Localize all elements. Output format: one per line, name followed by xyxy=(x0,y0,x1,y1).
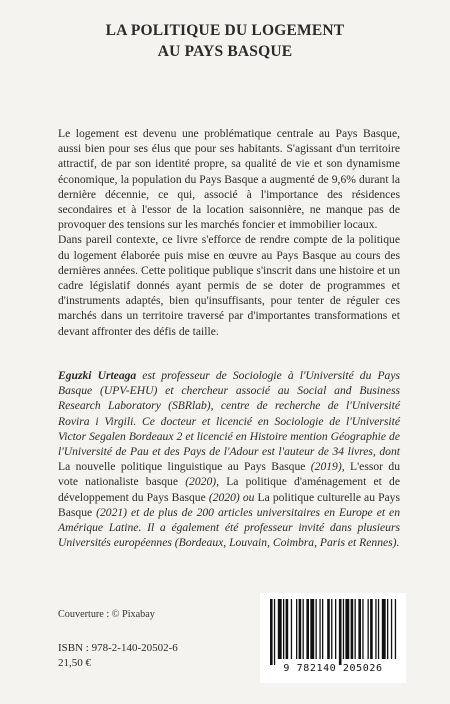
barcode-bar xyxy=(331,599,332,659)
barcode-bar xyxy=(378,599,379,659)
summary-paragraph-2: Dans pareil contexte, ce livre s'efforce de rendre compte de la politique du logement élaborée puis mise en œuvre au Pays Basque au cours des dernières années. Cette politique publique s'inscrit dans une histoire et un cadre législatif donnés ayant permis de se doter de programmes et d'instruments adaptés, bien qu'insuffisants, pour tenter de réguler ces marchés dans un territoire traversé par d'importantes transformations et devant affronter des défis de taille. xyxy=(58,233,400,338)
title-line-2: AU PAYS BASQUE xyxy=(157,43,293,60)
barcode-bar xyxy=(310,599,314,659)
author-bio-paragraph xyxy=(58,368,400,550)
barcode-bar xyxy=(355,599,356,659)
author-bio xyxy=(58,368,400,550)
barcode-bar xyxy=(278,599,282,659)
barcode-bar xyxy=(306,599,309,659)
barcode-bar xyxy=(343,599,344,659)
book-title-1: La nouvelle politique linguistique au Pays Basque xyxy=(58,460,306,474)
book-year-1: (2019), xyxy=(305,460,351,474)
barcode-bar xyxy=(270,599,273,665)
barcode-bar xyxy=(351,599,354,659)
book-title-3: La politique d'aménagement et de développement du Pays Basque xyxy=(58,475,400,504)
barcode-bar xyxy=(339,599,342,665)
barcode-bar xyxy=(283,599,284,659)
barcode-bar xyxy=(362,599,363,659)
book-title-4: La politique culturelle au Pays Basque xyxy=(58,490,400,519)
barcode-bar xyxy=(303,599,304,659)
barcode-bar xyxy=(296,599,297,659)
barcode-bars xyxy=(260,593,406,665)
barcode-bar xyxy=(327,599,330,659)
isbn-number: ISBN : 978-2-140-20502-6 xyxy=(58,642,178,654)
barcode-bar xyxy=(322,599,323,659)
barcode-bar xyxy=(382,599,386,659)
barcode-bar xyxy=(370,599,373,659)
barcode-bar xyxy=(375,599,376,659)
book-title xyxy=(0,20,450,62)
summary-paragraph-1: Le logement est devenu une problématique centrale au Pays Basque, aussi bien pour ses élus que pour ses habitants. S'agissant d'un territoire attractif, de par son identité propre, sa qualité de vie et son dynamisme économique, la population du Pays Basque a augmenté de 9,6% durant la dernière décennie, ce qui, associé à l'importance des résidences secondaires et à l'essor de la location saisonnière, ne manque pas de provoquer des tensions sur les marchés foncier et immobilier locaux. xyxy=(58,127,400,232)
barcode-bar xyxy=(345,599,349,659)
book-title-2: L'essor du vote nationaliste basque xyxy=(58,460,400,489)
barcode-bar xyxy=(274,599,275,665)
book-year-3: (2020) ou xyxy=(205,490,258,504)
cover-credit: Couverture : © Pixabay xyxy=(58,609,155,620)
barcode-bar xyxy=(291,599,292,659)
barcode-bar xyxy=(395,599,396,659)
barcode-bar xyxy=(299,599,302,659)
price: 21,50 € xyxy=(58,657,91,669)
barcode-bar xyxy=(387,599,388,659)
barcode-bar xyxy=(286,599,289,659)
summary-text xyxy=(58,126,400,339)
author-name: Eguzki Urteaga xyxy=(58,369,137,382)
barcode-bar xyxy=(316,599,317,659)
barcode xyxy=(260,593,406,683)
barcode-bar xyxy=(335,599,336,659)
author-bio-text-1: est professeur de Sociologie à l'Université du Pays Basque (UPV-EHU) et chercheur associé au Social and Business Research Laboratory (SBRlab), centre de recherche de l'Université Rovira i Virgili. Ce docteur et licencié en Sociologie de l'Université Victor Segalen Bordeaux 2 et licencié en Histoire mention Géographie de l'Université de Pau et des Pays de l'Adour est l'auteur de 34 livres, dont xyxy=(58,369,400,459)
author-bio-text-2: (2021) et de plus de 200 articles universitaires en Europe et en Amérique Latine. Il a également été professeur invité dans plusieurs Universités européennes (Bordeaux, Louvain, Coimbra, Paris et Rennes). xyxy=(58,505,400,550)
book-year-2: (2020), xyxy=(178,475,227,489)
barcode-bar xyxy=(368,599,369,659)
barcode-bar xyxy=(358,599,361,659)
barcode-bar xyxy=(391,599,392,659)
title-line-1: LA POLITIQUE DU LOGEMENT xyxy=(105,22,345,39)
isbn-block xyxy=(58,641,178,671)
barcode-bar xyxy=(319,599,320,659)
barcode-digits: 9 782140 205026 xyxy=(283,663,383,674)
